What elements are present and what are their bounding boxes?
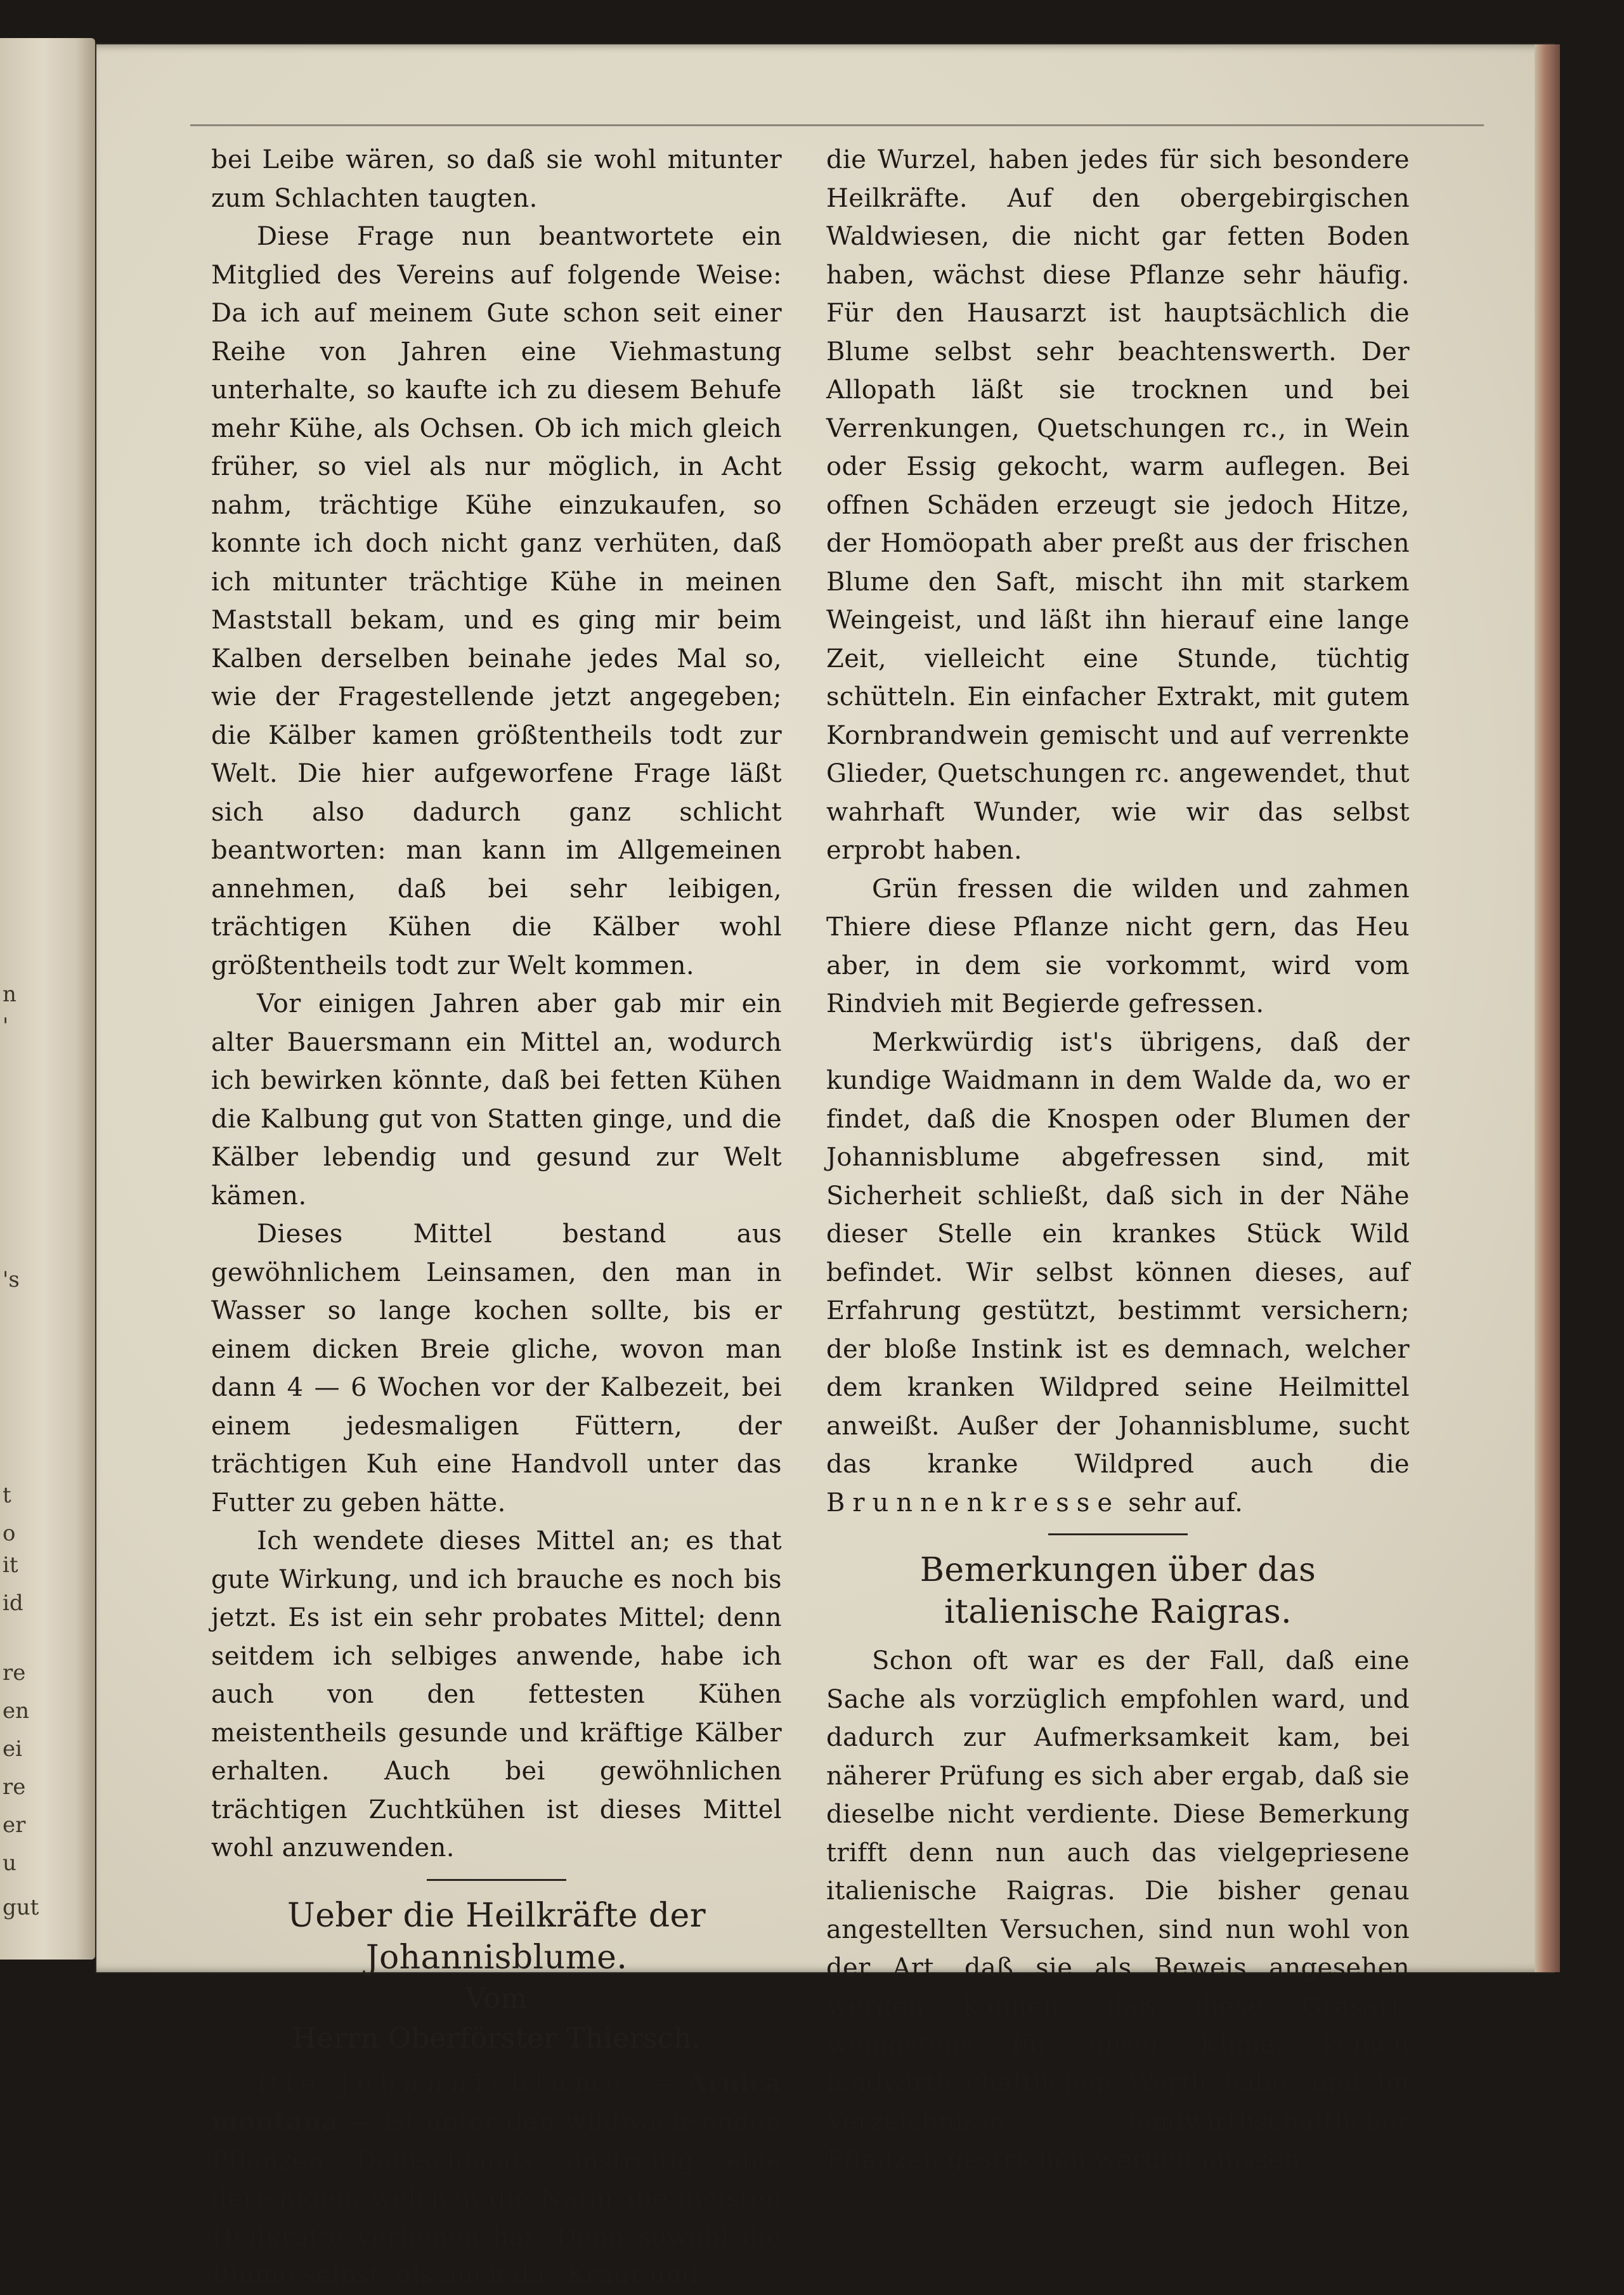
edge-fragment: n [3, 982, 16, 1007]
latin-name: Arnica montana [211, 2068, 782, 2136]
paragraph: die Wurzel, haben jedes für sich besondere Heilkräfte. Auf den obergebirgischen Waldwiesen, die nicht gar fetten Boden haben, wächst diese Pflanze sehr häufig. Für den Hausarzt ist hauptsächlich die Blume selbst sehr beachtenswerth. Der Allopath läßt sie trocknen und bei Verrenkungen, Quetschungen rc., in Wein oder Essig gekocht, warm auflegen. Bei offnen Schäden erzeugt sie jedoch Hitze, der Homöopath aber preßt aus der frischen Blume den Saft, mischt ihn mit starkem Weingeist, und läßt ihn hierauf eine lange Zeit, vielleicht eine Stunde, tüchtig schütteln. Ein einfacher Extrakt, mit gutem Kornbrandwein gemischt und auf verrenkte Glieder, Quetschungen rc. angewendet, thut wahrhaft Wunder, wie wir das selbst erprobt haben. [826, 145, 1410, 865]
edge-fragment: en [3, 1698, 30, 1724]
article-subheading: Vom [465, 1982, 528, 2015]
section-divider [1048, 1533, 1188, 1535]
paragraph [211, 2065, 782, 2295]
dash: — [644, 2069, 687, 2098]
edge-fragment: 's [3, 1267, 20, 1292]
spaced-term: Die Johannisblume, [257, 2069, 644, 2098]
spaced-term: Brunnenkresse [826, 1488, 1120, 1518]
paragraph: Grün fressen die wilden und zahmen Thiere diese Pflanze nicht gern, das Heu aber, in dem sie vorkommt, wird vom Rindvieh mit Begierde gefressen. [826, 874, 1410, 1018]
edge-fragment: gut [3, 1895, 39, 1920]
edge-fragment: re [3, 1660, 26, 1686]
article-byline: Herrn Oberförster Thiersch. [292, 2022, 701, 2055]
edge-fragment: u [3, 1850, 16, 1876]
article-heading: Bemerkungen über das italienische Raigras. [919, 1551, 1316, 1631]
edge-fragment: id [3, 1590, 23, 1616]
right-column [826, 141, 1410, 2179]
paragraph: Vor einigen Jahren aber gab mir ein alter Bauersmann ein Mittel an, wodurch ich bewirken könnte, daß bei fetten Kühen die Kalbung gut von Statten ginge, und die Kälber lebendig und gesund zur Welt kämen. [211, 989, 782, 1211]
page-edge [1535, 44, 1560, 1972]
edge-fragment: o [3, 1521, 16, 1546]
article-heading: Ueber die Heilkräfte der Johannisblume. [287, 1896, 706, 1977]
edge-fragment: it [3, 1552, 18, 1578]
header-rule [190, 124, 1484, 126]
paragraph-text: — ist unter den wildwachsenden Pflanzen Deutschlands unstreitig eine derjenigen, welchen die Natur die meisten Heilkräfte verliehen hat. Denn sowohl die Blume selbst, als auch das Kraut und [211, 2107, 782, 2290]
paragraph-text: Merkwürdig ist's übrigens, daß der kundige Waidmann in dem Walde da, wo er findet, daß die Knospen oder Blumen der Johannisblume abgefressen sind, mit Sicherheit schließt, daß sich in der Nähe dieser Stelle ein krankes Stück Wild befindet. Wir selbst können dieses, auf Erfahrung gestützt, bestimmt versichern; der bloße Instink ist es demnach, welcher dem kranken Wildpred seine Heilmittel anweißt. Außer der Johannisblume, sucht das kranke Wildpred auch die [826, 1027, 1410, 1479]
paragraph: Dieses Mittel bestand aus gewöhnlichem Leinsamen, den man in Wasser so lange kochen sollte, bis er einem dicken Breie gliche, wovon man dann 4 — 6 Wochen vor der Kalbezeit, bei einem jedesmaligen Füttern, der trächtigen Kuh eine Handvoll unter das Futter zu geben hätte. [211, 1219, 782, 1518]
paragraph [826, 1024, 1410, 1523]
paragraph: Diese Frage nun beantwortete ein Mitglied des Vereins auf folgende Weise: Da ich auf meinem Gute schon seit einer Reihe von Jahren eine Viehmastung unterhalte, so kaufte ich zu diesem Behufe mehr Kühe, als Ochsen. Ob ich mich gleich früher, so viel als nur möglich, in Acht nahm, trächtige Kühe einzukaufen, so konnte ich doch nicht ganz verhüten, daß ich mitunter trächtige Kühe in meinen Maststall bekam, und es ging mir beim Kalben derselben beinahe jedes Mal so, wie der Fragestellende jetzt angegeben; die Kälber kamen größtentheils todt zur Welt. Die hier aufgeworfene Frage läßt sich also dadurch ganz schlicht beantworten: man kann im Allgemeinen annehmen, daß bei sehr leibigen, trächtigen Kühen die Kälber wohl größtentheils todt zur Welt kommen. [211, 222, 782, 980]
paragraph-text: sehr auf. [1120, 1488, 1244, 1518]
section-divider [427, 1879, 566, 1881]
edge-fragment: re [3, 1774, 26, 1800]
edge-fragment: er [3, 1812, 26, 1838]
paragraph: Ich wendete dieses Mittel an; es that gute Wirkung, und ich brauche es noch bis jetzt. Es ist ein sehr probates Mittel; denn seitdem ich selbiges anwende, habe ich auch von den fettesten Kühen meistentheils gesunde und kräftige Kälber erhalten. Auch bei gewöhnlichen trächtigen Zuchtkühen ist dieses Mittel wohl anzuwenden. [211, 1526, 782, 1863]
edge-fragment: ei [3, 1736, 22, 1762]
paragraph: Schon oft war es der Fall, daß eine Sache als vorzüglich empfohlen ward, und dadurch zur Aufmerksamkeit kam, bei näherer Prüfung es sich aber ergab, daß sie dieselbe nicht verdiente. Diese Bemerkung trifft denn nun auch das vielgepriesene italienische Raigras. Die bisher genau angestellten Versuchen, sind nun wohl von der Art, daß sie als Beweis angesehen werden können, daß diese Grasart, wenigstens für unser Klima, keinen landwirthschaftlichen Werth habe, und im Verzeichnisse landwirthschaftlicher Pflanzen gestrichen werden müssen [826, 1646, 1410, 2175]
paragraph: bei Leibe wären, so daß sie wohl mitunter zum Schlachten taugten. [211, 145, 782, 213]
left-column [211, 141, 782, 2295]
edge-fragment: t [3, 1483, 11, 1508]
edge-fragment: ' [3, 1013, 9, 1039]
